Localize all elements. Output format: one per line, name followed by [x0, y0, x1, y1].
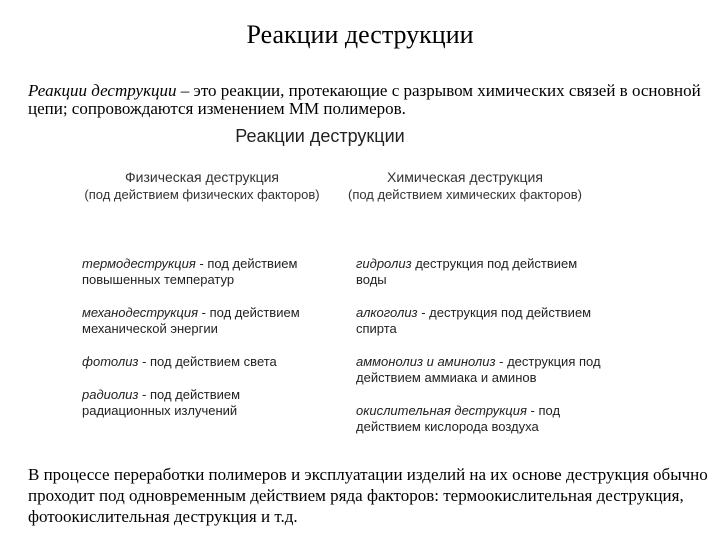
- summary-paragraph: В процессе переработки полимеров и эксплуатации изделий на их основе деструкция обычно проходит под одновременным действием ряда факторов: термоокислительная деструкция, фотоокислительная деструкция и т.д.: [28, 465, 708, 526]
- chemical-heading-name: Химическая деструкция: [387, 169, 543, 185]
- physical-item-thermodestruction: [82, 256, 322, 288]
- physical-item-photolysis: [82, 354, 322, 370]
- chemical-item-ammonolysis: [356, 354, 626, 386]
- definition-text: – это реакции, протекающие с разрывом химических связей в основной цепи; сопровождаются изменением ММ полимеров.: [28, 81, 701, 118]
- physical-item-mechanodestruction: [82, 305, 322, 337]
- slide-title: Реакции деструкции: [246, 20, 474, 49]
- item-desc: - под действием повышенных температур: [82, 256, 298, 287]
- item-desc: - деструкция под действием спирта: [356, 305, 592, 336]
- chemical-destruction-heading: [330, 168, 600, 204]
- physical-item-radiolysis: [82, 387, 282, 419]
- item-term: механодеструкция: [82, 305, 199, 320]
- item-desc: - деструкция под действием аммиака и аминов: [356, 354, 601, 385]
- chemical-item-hydrolysis: [356, 256, 606, 288]
- item-term: алкоголиз: [356, 305, 418, 320]
- item-term: окислительная деструкция: [356, 403, 527, 418]
- definition-paragraph: [28, 82, 708, 118]
- item-desc: - под действием радиационных излучений: [82, 387, 241, 418]
- item-desc: - под действием механической энергии: [82, 305, 300, 336]
- chemical-heading-subtitle: (под действием химических факторов): [347, 187, 582, 202]
- definition-term: Реакции деструкции: [28, 81, 177, 100]
- item-desc: - под действием кислорода воздуха: [356, 403, 561, 434]
- item-term: термодеструкция: [82, 256, 196, 271]
- item-desc: - под действием света: [138, 354, 277, 369]
- item-desc: деструкция под действием воды: [356, 256, 578, 287]
- diagram-title: Реакции деструкции: [235, 126, 405, 146]
- physical-heading-name: Физическая деструкция: [124, 169, 279, 185]
- physical-destruction-heading: [62, 168, 342, 204]
- chemical-item-alcoholysis: [356, 305, 606, 337]
- item-term: радиолиз: [82, 387, 139, 402]
- item-term: фотолиз: [82, 354, 139, 369]
- chemical-item-oxidative: [356, 403, 616, 435]
- physical-heading-subtitle: (под действием физических факторов): [84, 187, 320, 202]
- item-term: аммонолиз и аминолиз: [356, 354, 496, 369]
- item-term: гидролиз: [356, 256, 412, 271]
